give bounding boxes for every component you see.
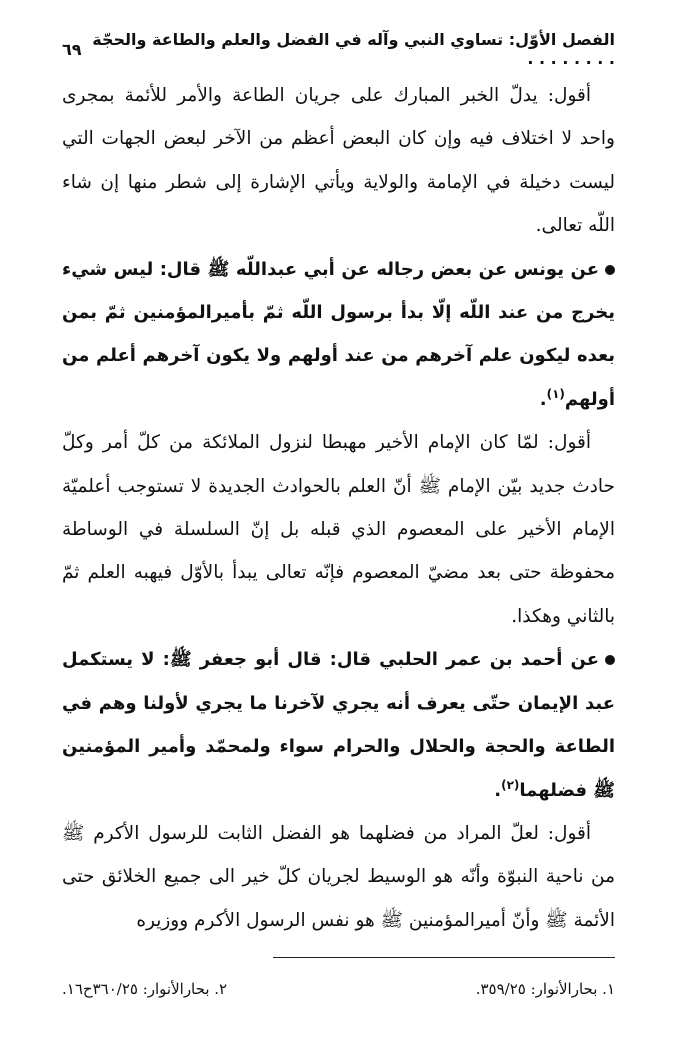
footnote-ref-2[interactable]: (٢) [501, 777, 520, 792]
footnote-ref-1[interactable]: (١) [546, 386, 565, 401]
footnotes [62, 980, 615, 998]
running-header [62, 30, 615, 68]
paragraph-hadith-1: عن يونس عن بعض رجاله عن أبي عبداللّه ﷺ قال: ليس شيء يخرج من عند اللّه إلّا بدأ برسول اللّه ثمّ بأميرالمؤمنين ثمّ بمن بعده ليكون علم آخرهم من عند أولهم ولا يكون آخرهم أعلم من أولهم$^{(١)}$. [62, 258, 615, 410]
paragraph-commentary-2: أقول: لمّا كان الإمام الأخير مهبطا لنزول الملائكة من كلّ أمر وكلّ حادث جديد بيّن الإمام ﷺ أنّ العلم بالحوادث الجديدة لا تستوجب أعلميّة الإمام الأخير على المعصوم الذي قبله بل إنّ السلسلة في الوساطة محفوظة حتى بعد مضيّ المعصوم فإنّه تعالى يبدأ بالأوّل فيهبه العلم ثمّ بالثاني وهكذا. [62, 432, 615, 627]
bullet-icon [605, 655, 615, 665]
footnote-1: ١. بحارالأنوار: ٣٥٩/٢٥. [475, 980, 615, 998]
chapter-title: الفصل الأوّل: تساوي النبي وآله في الفضل والعلم والطاعة والحجّة . . . . . . . . [92, 30, 615, 68]
body-text [62, 74, 615, 942]
paragraph-commentary-1: أقول: يدلّ الخبر المبارك على جريان الطاعة والأمر للأئمة بمجرى واحد لا اختلاف فيه وإن كان البعض أعظم من الآخر لبعض الجهات التي ليست دخيلة في الإمامة والولاية ويأتي الإشارة إلى شطر منها إن شاء اللّه تعالى. [62, 85, 615, 237]
footnote-2: ٢. بحارالأنوار: ٣٦٠/٢٥ح١٦. [62, 980, 228, 998]
footnote-divider [273, 957, 615, 958]
paragraph-hadith-2: عن أحمد بن عمر الحلبي قال: قال أبو جعفر ﷺ: لا يستكمل عبد الإيمان حتّى يعرف أنه يجري لآخرنا ما يجري لأولنا وهم في الطاعة والحجة والحلال والحرام سواء ولمحمّد وأمير المؤمنين ﷺ فضلهما$^{(٢)}$. [62, 649, 615, 801]
bullet-icon [605, 265, 615, 275]
paragraph-commentary-3: أقول: لعلّ المراد من فضلهما هو الفضل الثابت للرسول الأكرم ﷺ من ناحية النبوّة وأنّه هو الوسيط لجريان كلّ خير الى جميع الخلائق حتى الأئمة ﷺ وأنّ أميرالمؤمنين ﷺ هو نفس الرسول الأكرم ووزيره [62, 822, 615, 931]
page-number: ٦٩ [62, 39, 82, 59]
